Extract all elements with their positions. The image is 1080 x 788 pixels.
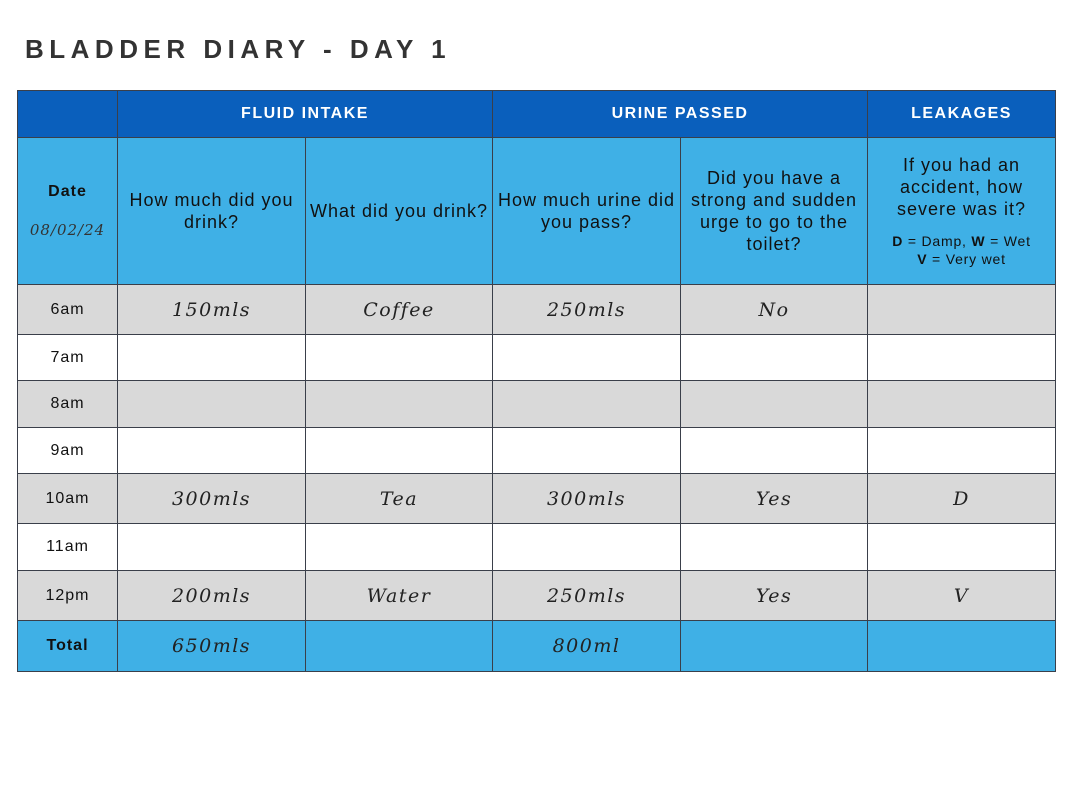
urge-cell[interactable]: Yes <box>681 474 868 524</box>
table-row <box>18 381 1056 428</box>
legend-v-key: V <box>917 251 928 267</box>
header-how-much-urine: How much urine did you pass? <box>493 138 681 285</box>
urge-cell[interactable] <box>681 524 868 571</box>
legend-w-text: = Wet <box>985 233 1031 249</box>
drink-amount-cell[interactable]: 300mls <box>118 474 306 524</box>
time-cell: 12pm <box>18 571 118 621</box>
leak-cell[interactable] <box>868 381 1056 428</box>
drink-type-cell[interactable] <box>306 524 493 571</box>
leak-cell[interactable] <box>868 428 1056 474</box>
urine-amount-cell[interactable]: 250mls <box>493 285 681 335</box>
header-accident <box>868 138 1056 285</box>
group-header-row <box>18 91 1056 138</box>
leak-cell[interactable]: V <box>868 571 1056 621</box>
drink-type-cell[interactable]: Coffee <box>306 285 493 335</box>
column-header-row <box>18 138 1056 285</box>
table-row <box>18 524 1056 571</box>
leak-cell[interactable] <box>868 335 1056 381</box>
drink-amount-cell[interactable] <box>118 335 306 381</box>
table-row <box>18 285 1056 335</box>
total-drink-type[interactable] <box>306 621 493 672</box>
drink-amount-cell[interactable] <box>118 381 306 428</box>
leak-cell[interactable] <box>868 524 1056 571</box>
drink-type-cell[interactable] <box>306 335 493 381</box>
drink-type-cell[interactable]: Tea <box>306 474 493 524</box>
time-cell: 8am <box>18 381 118 428</box>
header-urge: Did you have a strong and sudden urge to go to the toilet? <box>681 138 868 285</box>
header-how-much-drink: How much did you drink? <box>118 138 306 285</box>
drink-amount-cell[interactable]: 150mls <box>118 285 306 335</box>
urge-cell[interactable]: Yes <box>681 571 868 621</box>
drink-amount-cell[interactable] <box>118 428 306 474</box>
drink-amount-cell[interactable]: 200mls <box>118 571 306 621</box>
urine-amount-cell[interactable] <box>493 428 681 474</box>
leak-cell[interactable]: D <box>868 474 1056 524</box>
total-urine-amount[interactable]: 800ml <box>493 621 681 672</box>
drink-amount-cell[interactable] <box>118 524 306 571</box>
group-urine-passed: URINE PASSED <box>493 91 868 138</box>
header-what-drink: What did you drink? <box>306 138 493 285</box>
urine-amount-cell[interactable] <box>493 335 681 381</box>
time-cell: 9am <box>18 428 118 474</box>
drink-type-cell[interactable] <box>306 428 493 474</box>
urge-cell[interactable] <box>681 428 868 474</box>
total-urge[interactable] <box>681 621 868 672</box>
legend-v-text: = Very wet <box>927 251 1006 267</box>
urine-amount-cell[interactable]: 300mls <box>493 474 681 524</box>
header-accident-text: If you had an accident, how severe was it? <box>896 155 1027 219</box>
leak-cell[interactable] <box>868 285 1056 335</box>
drink-type-cell[interactable]: Water <box>306 571 493 621</box>
time-cell: 7am <box>18 335 118 381</box>
total-leak[interactable] <box>868 621 1056 672</box>
total-label: Total <box>18 621 118 672</box>
urine-amount-cell[interactable]: 250mls <box>493 571 681 621</box>
urge-cell[interactable]: No <box>681 285 868 335</box>
urine-amount-cell[interactable] <box>493 524 681 571</box>
total-row <box>18 621 1056 672</box>
total-drink-amount[interactable]: 650mls <box>118 621 306 672</box>
date-label: Date <box>48 183 87 200</box>
table-row <box>18 428 1056 474</box>
group-fluid-intake: FLUID INTAKE <box>118 91 493 138</box>
table-row <box>18 474 1056 524</box>
urge-cell[interactable] <box>681 381 868 428</box>
severity-legend <box>868 232 1055 268</box>
urge-cell[interactable] <box>681 335 868 381</box>
time-cell: 10am <box>18 474 118 524</box>
group-leakages: LEAKAGES <box>868 91 1056 138</box>
date-value: 08/02/24 <box>29 221 106 239</box>
drink-type-cell[interactable] <box>306 381 493 428</box>
page-title: BLADDER DIARY - DAY 1 <box>25 34 452 64</box>
table-row <box>18 335 1056 381</box>
time-cell: 6am <box>18 285 118 335</box>
corner-cell <box>18 91 118 138</box>
time-cell: 11am <box>18 524 118 571</box>
bladder-diary-table <box>17 90 1056 672</box>
legend-w-key: W <box>971 233 986 249</box>
date-header <box>18 138 118 285</box>
legend-d-key: D <box>892 233 904 249</box>
table-row <box>18 571 1056 621</box>
legend-d-text: = Damp, <box>903 233 972 249</box>
urine-amount-cell[interactable] <box>493 381 681 428</box>
